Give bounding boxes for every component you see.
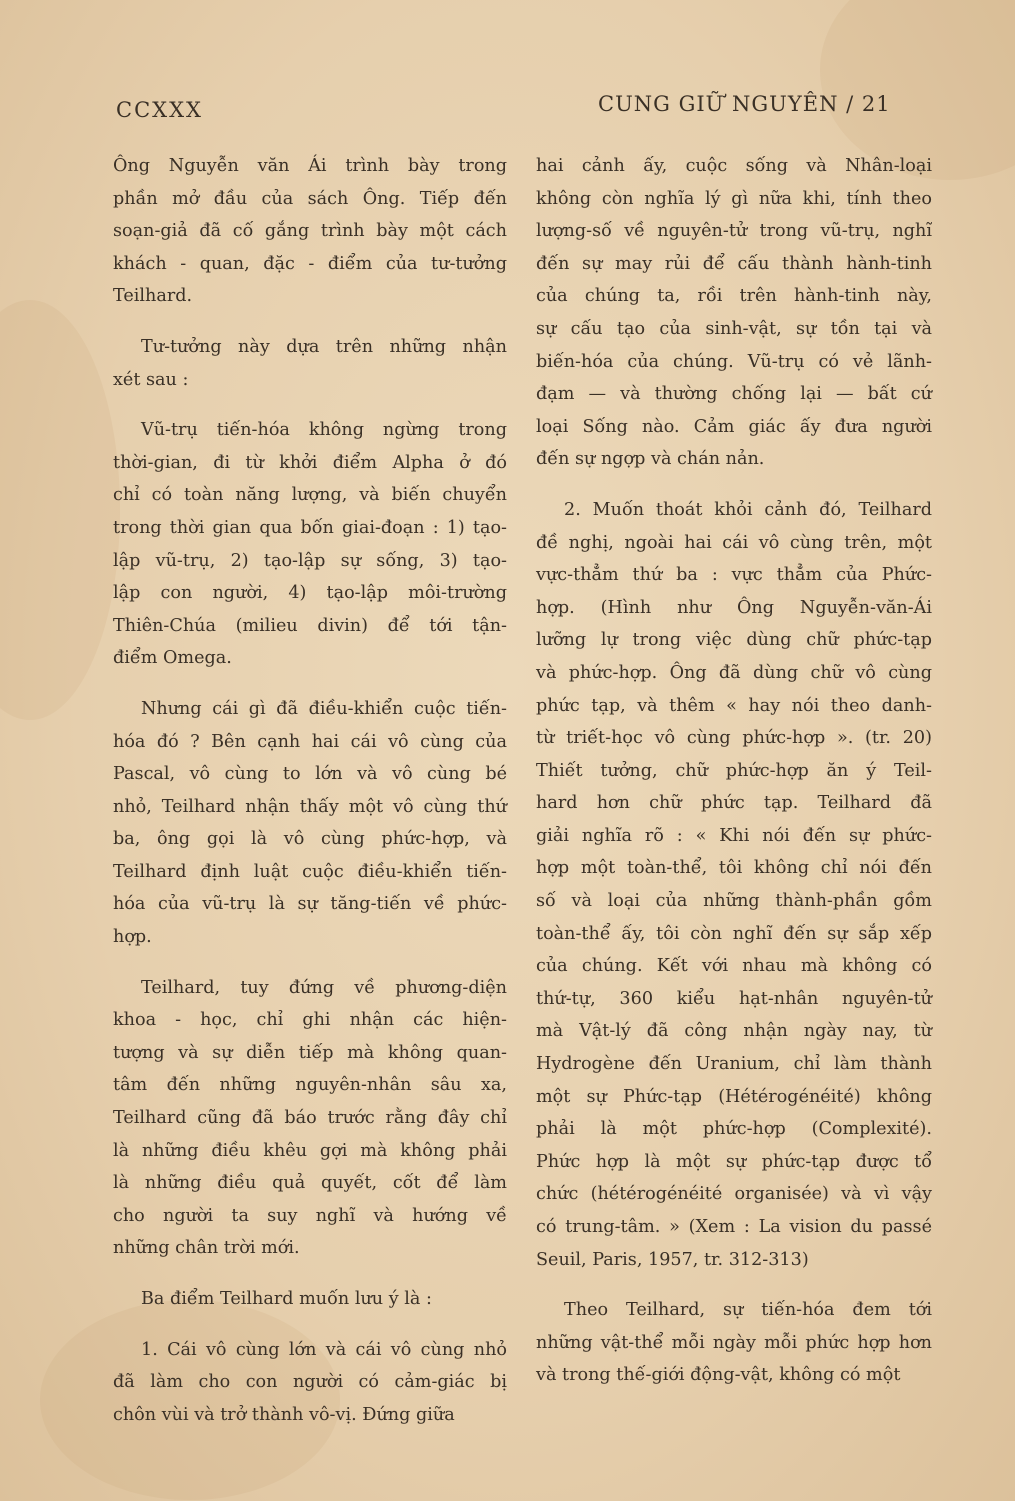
text-line: soạn-giả đã cố gắng trình bày một cách (113, 221, 507, 242)
paragraph (113, 1334, 507, 1432)
paragraph (536, 1294, 932, 1392)
text-line: lập con người, 4) tạo-lập môi-trường (113, 583, 507, 604)
right-text-column (536, 150, 932, 1392)
paragraph (536, 150, 932, 476)
paragraph-gap (113, 396, 507, 414)
text-line: Hydrogène đến Uranium, chỉ làm thành (536, 1054, 932, 1075)
text-line: khách - quan, đặc - điểm của tư-tưởng (113, 253, 507, 274)
text-line: phức tạp, và thêm « hay nói theo danh- (536, 695, 932, 716)
text-line: hợp. (Hình như Ông Nguyễn-văn-Ái (536, 597, 932, 618)
paragraph-gap (113, 1265, 507, 1283)
text-line: Ba điểm Teilhard muốn lưu ý là : (141, 1289, 432, 1309)
text-line: loại Sống nào. Cảm giác ấy đưa người (536, 416, 932, 437)
text-line: nhỏ, Teilhard nhận thấy một vô cùng thứ (113, 796, 507, 817)
text-line: hard hơn chữ phức tạp. Teilhard đã (536, 793, 932, 814)
text-line: toàn-thể ấy, tôi còn nghĩ đến sự sắp xếp (536, 923, 932, 944)
text-line: hợp. (113, 927, 152, 948)
text-line: Teilhard cũng đã báo trước rằng đây chỉ (113, 1108, 507, 1129)
text-line: chỉ có toàn năng lượng, và biến chuyển (113, 485, 507, 506)
text-line: Teilhard, tuy đứng về phương-diện (141, 977, 507, 998)
text-line: Nhưng cái gì đã điều-khiển cuộc tiến- (141, 698, 507, 719)
text-line: khoa - học, chỉ ghi nhận các hiện- (113, 1010, 507, 1031)
text-line: ba, ông gọi là vô cùng phức-hợp, và (113, 829, 507, 850)
text-line: hai cảnh ấy, cuộc sống và Nhân-loại (536, 156, 932, 176)
text-line: hóa của vũ-trụ là sự tăng-tiến về phức- (113, 894, 507, 915)
text-line: từ triết-học vô cùng phức-hợp ». (tr. 20) (536, 728, 932, 749)
text-line: Ông Nguyễn văn Ái trình bày trong (113, 156, 507, 176)
text-line: Thiên-Chúa (milieu divin) để tới tận- (113, 615, 507, 636)
text-line: cho người ta suy nghĩ và hướng về (113, 1205, 507, 1226)
text-line: và phức-hợp. Ông đã dùng chữ vô cùng (536, 662, 932, 683)
text-line: sự cấu tạo của sinh-vật, sự tồn tại và (536, 318, 932, 339)
page-header-left: CCXXX (116, 98, 203, 122)
text-line: trong thời gian qua bốn giai-đoạn : 1) tạo- (113, 517, 507, 538)
text-line: chôn vùi và trở thành vô-vị. Đứng giữa (113, 1404, 455, 1425)
text-line: đến sự ngợp và chán nản. (536, 449, 765, 470)
paragraph-gap (113, 954, 507, 972)
text-line: của chúng. Kết với nhau mà không có (536, 956, 932, 977)
text-line: lưỡng lự trong việc dùng chữ phức-tạp (536, 630, 932, 651)
page-header-right: CUNG GIỮ NGUYÊN / 21 (598, 92, 891, 116)
paragraph (536, 494, 932, 1276)
text-line: là những điều khêu gợi mà không phải (113, 1140, 507, 1161)
text-line: xét sau : (113, 369, 189, 390)
paragraph-gap (113, 675, 507, 693)
text-line: đến sự may rủi để cấu thành hành-tinh (536, 253, 932, 274)
text-line: đã làm cho con người có cảm-giác bị (113, 1372, 507, 1393)
text-line: có trung-tâm. » (Xem : La vision du passé (536, 1217, 932, 1237)
text-line: phải là một phức-hợp (Complexité). (536, 1119, 932, 1140)
paragraph-gap (113, 313, 507, 331)
text-line: giải nghĩa rõ : « Khi nói đến sự phức- (536, 825, 932, 846)
text-line: Seuil, Paris, 1957, tr. 312-313) (536, 1249, 809, 1270)
paragraph (113, 414, 507, 675)
text-line: những chân trời mới. (113, 1238, 300, 1259)
text-line: Theo Teilhard, sự tiến-hóa đem tới (564, 1300, 932, 1321)
text-line: số và loại của những thành-phần gồm (536, 891, 932, 912)
text-line: Teilhard. (113, 286, 193, 307)
text-line: Tư-tưởng này dựa trên những nhận (141, 336, 507, 357)
paragraph (113, 972, 507, 1265)
paragraph (113, 150, 507, 313)
text-line: đề nghị, ngoài hai cái vô cùng trên, một (536, 532, 932, 553)
paragraph-gap (113, 1316, 507, 1334)
text-line: phần mở đầu của sách Ông. Tiếp đến (113, 188, 507, 209)
text-line: đạm — và thường chống lại — bất cứ (536, 384, 932, 405)
text-line: chức (hétérogénéité organisée) và vì vậy (536, 1184, 932, 1205)
text-line: điểm Omega. (113, 648, 232, 669)
text-line: mà Vật-lý đã công nhận ngày nay, từ (536, 1021, 932, 1042)
text-line: Teilhard định luật cuộc điều-khiển tiến- (113, 861, 507, 882)
text-line: lập vũ-trụ, 2) tạo-lập sự sống, 3) tạo- (113, 550, 507, 571)
text-line: Pascal, vô cùng to lớn và vô cùng bé (113, 764, 507, 785)
text-line: Thiết tưởng, chữ phức-hợp ăn ý Teil- (536, 760, 932, 781)
paragraph (113, 331, 507, 396)
text-line: là những điều quả quyết, cốt để làm (113, 1173, 507, 1194)
text-line: 1. Cái vô cùng lớn và cái vô cùng nhỏ (141, 1339, 507, 1360)
text-line: 2. Muốn thoát khỏi cảnh đó, Teilhard (564, 499, 932, 520)
text-line: biến-hóa của chúng. Vũ-trụ có vẻ lãnh- (536, 351, 932, 372)
text-line: của chúng ta, rồi trên hành-tinh này, (536, 286, 932, 307)
text-line: thứ-tự, 360 kiểu hạt-nhân nguyên-tử (536, 988, 932, 1009)
paragraph (113, 1283, 507, 1316)
left-text-column (113, 150, 507, 1431)
text-line: vực-thẳm thứ ba : vực thẳm của Phức- (536, 565, 932, 586)
text-line: Vũ-trụ tiến-hóa không ngừng trong (141, 420, 507, 441)
text-line: tượng và sự diễn tiếp mà không quan- (113, 1042, 507, 1063)
text-line: một sự Phức-tạp (Hétérogénéité) không (536, 1086, 932, 1107)
text-line: thời-gian, đi từ khởi điểm Alpha ở đó (113, 452, 507, 473)
text-line: không còn nghĩa lý gì nữa khi, tính theo (536, 188, 932, 209)
text-line: hóa đó ? Bên cạnh hai cái vô cùng của (113, 731, 507, 752)
text-line: hợp một toàn-thể, tôi không chỉ nói đến (536, 858, 932, 879)
text-line: Phức hợp là một sự phức-tạp được tổ (536, 1151, 932, 1172)
text-line: lượng-số về nguyên-tử trong vũ-trụ, nghĩ (536, 221, 932, 242)
paragraph (113, 693, 507, 954)
paragraph-gap (536, 476, 932, 494)
text-line: tâm đến những nguyên-nhân sâu xa, (113, 1075, 507, 1096)
text-line: những vật-thể mỗi ngày mỗi phức hợp hơn (536, 1332, 932, 1353)
text-line: và trong thế-giới động-vật, không có một (536, 1365, 901, 1386)
paragraph-gap (536, 1276, 932, 1294)
